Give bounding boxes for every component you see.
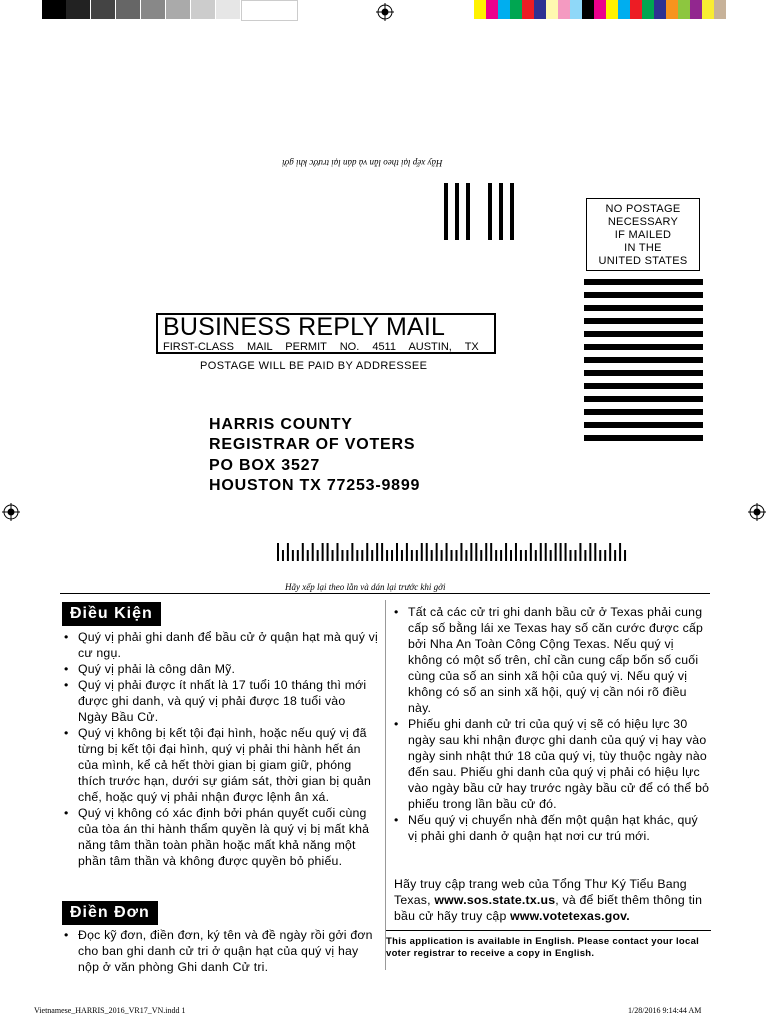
fim-bar bbox=[499, 183, 503, 240]
barcode-bar bbox=[545, 543, 547, 561]
barcode-bar bbox=[555, 543, 557, 561]
conditions-heading: Điều Kiện bbox=[62, 602, 161, 626]
barcode-bar bbox=[505, 543, 507, 561]
permit-city: AUSTIN, TX bbox=[408, 341, 479, 353]
barcode-bar bbox=[455, 550, 457, 561]
fim-bar bbox=[510, 183, 514, 240]
barcode-bar bbox=[351, 543, 353, 561]
barcode-bar bbox=[599, 550, 601, 561]
color-swatch-tan bbox=[714, 0, 726, 19]
indicia-bar bbox=[584, 318, 703, 324]
barcode-bar bbox=[386, 550, 388, 561]
barcode-bar bbox=[341, 550, 343, 561]
list-item: • Đọc kỹ đơn, điền đơn, ký tên và đề ngày rồi gởi đơn cho ban ghi danh cử tri ở quận hạt của quý vị hay nộp ở văn phòng Ghi danh Cử tri. bbox=[62, 927, 378, 975]
list-item: • Quý vị không có xác định bởi phán quyết cuối cùng của tòa án thi hành thẩm quyền là quý vị bị mất khả năng tâm thần toàn phần hoặc mất khả năng một phần tâm thần và không được quyền bỏ phiếu. bbox=[62, 805, 378, 869]
barcode-bar bbox=[371, 550, 373, 561]
color-swatch-red-2 bbox=[630, 0, 642, 19]
visit-text: Hãy truy cập trang web của Tổng Thư Ký Tiểu Bang Texas, bbox=[394, 877, 687, 907]
barcode-bar bbox=[604, 550, 606, 561]
barcode-bar bbox=[570, 550, 572, 561]
barcode-bar bbox=[322, 543, 324, 561]
barcode-bar bbox=[282, 550, 284, 561]
barcode-bar bbox=[436, 543, 438, 561]
color-swatch-red bbox=[522, 0, 534, 19]
barcode-bar bbox=[480, 550, 482, 561]
english-availability-notice: This application is available in English. Please contact your local voter registrar to receive a copy in English. bbox=[386, 930, 711, 960]
indicia-bar bbox=[584, 331, 703, 337]
postage-line: IF MAILED bbox=[614, 229, 672, 241]
indicia-bar bbox=[584, 409, 703, 415]
barcode-bar bbox=[277, 543, 279, 561]
barcode-bar bbox=[515, 543, 517, 561]
barcode-bar bbox=[396, 543, 398, 561]
barcode-bar bbox=[465, 550, 467, 561]
color-swatch-green-2 bbox=[642, 0, 654, 19]
color-swatch-magenta bbox=[486, 0, 498, 19]
fold-instruction: Hãy xếp lại theo lằn và dán lại trước khi gởi bbox=[285, 582, 446, 592]
barcode-bar bbox=[332, 550, 334, 561]
color-swatch-30 bbox=[166, 0, 190, 19]
barcode-bar bbox=[475, 543, 477, 561]
barcode-bar bbox=[619, 543, 621, 561]
footer-filename: Vietnamese_HARRIS_2016_VR17_VN.indd 1 bbox=[34, 1006, 186, 1015]
barcode-bar bbox=[460, 543, 462, 561]
barcode-bar bbox=[510, 550, 512, 561]
barcode-bar bbox=[565, 543, 567, 561]
color-swatch-lime bbox=[678, 0, 690, 19]
no-postage-box bbox=[586, 198, 700, 271]
list-item: • Quý vị phải được ít nhất là 17 tuổi 10 tháng thì mới được ghi danh, và quý vị phải được 18 tuổi vào Ngày Bầu Cử. bbox=[62, 677, 378, 725]
barcode-bar bbox=[446, 543, 448, 561]
barcode-bar bbox=[406, 543, 408, 561]
color-swatch-light-magenta bbox=[558, 0, 570, 19]
barcode-bar bbox=[609, 543, 611, 561]
barcode-bar bbox=[411, 550, 413, 561]
fold-line bbox=[60, 593, 710, 594]
registration-mark-left-icon bbox=[2, 503, 20, 521]
color-swatch-blue bbox=[534, 0, 546, 19]
color-swatch-5 bbox=[216, 0, 240, 19]
indicia-bar bbox=[584, 383, 703, 389]
list-item: • Phiếu ghi danh cử tri của quý vị sẽ có hiệu lực 30 ngày sau khi nhận được ghi danh của quý vị hay vào ngày sinh nhật thứ 18 của quý vị, tùy thuộc ngày nào đến sau. Phiếu ghi danh của quý vị phải có hiệu lực vào ngày bầu cử hay trước ngày bầu cử để có thể bỏ phiếu trong lần bầu cử đó. bbox=[392, 716, 710, 812]
indicia-bar bbox=[584, 396, 703, 402]
indicia-bar bbox=[584, 344, 703, 350]
barcode-bar bbox=[302, 543, 304, 561]
barcode-bar bbox=[317, 550, 319, 561]
list-item: • Quý vị phải là công dân Mỹ. bbox=[62, 661, 378, 677]
color-swatch-black bbox=[42, 0, 66, 19]
color-swatch-45 bbox=[141, 0, 165, 19]
fim-bar bbox=[466, 183, 470, 240]
barcode-bar bbox=[550, 550, 552, 561]
barcode-bar bbox=[560, 543, 562, 561]
barcode-bar bbox=[589, 543, 591, 561]
fim-bar bbox=[455, 183, 459, 240]
fill-out-list bbox=[62, 927, 378, 975]
barcode-bar bbox=[376, 543, 378, 561]
barcode-bar bbox=[490, 543, 492, 561]
indicia-bar bbox=[584, 292, 703, 298]
color-swatch-magenta-2 bbox=[594, 0, 606, 19]
postage-line: NECESSARY bbox=[607, 216, 679, 228]
barcode-bar bbox=[307, 550, 309, 561]
indicia-bar bbox=[584, 422, 703, 428]
list-item: • Quý vị phải ghi danh để bầu cử ở quận hạt mà quý vị cư ngụ. bbox=[62, 629, 378, 661]
registration-mark-icon bbox=[376, 3, 394, 21]
address-line-3: PO BOX 3527 bbox=[209, 457, 321, 474]
color-swatch-white bbox=[241, 0, 298, 21]
color-swatch-60 bbox=[116, 0, 140, 19]
barcode-bar bbox=[624, 550, 626, 561]
fim-bar bbox=[488, 183, 492, 240]
registration-mark-right-icon bbox=[748, 503, 766, 521]
postage-line: UNITED STATES bbox=[598, 255, 688, 267]
permit-number: PERMIT NO. 4511 bbox=[285, 341, 396, 353]
barcode-bar bbox=[535, 550, 537, 561]
address-line-1: HARRIS COUNTY bbox=[209, 416, 353, 433]
address-line-4: HOUSTON TX 77253-9899 bbox=[209, 477, 421, 494]
list-item: • Tất cả các cử tri ghi danh bầu cử ở Texas phải cung cấp số bằng lái xe Texas hay số căn cước được cấp bởi Nha An Toàn Công Cộng Texas. Nếu quý vị không có một số trên, chỉ cần cung cấp bốn số cuối cùng của số an sinh xã hội của quý vị. Nếu quý vị không có số an sinh xã hội, quý vị cần nói rõ điều này. bbox=[392, 604, 710, 716]
barcode-bar bbox=[381, 543, 383, 561]
requirements-list bbox=[392, 604, 710, 844]
indicia-bar bbox=[584, 305, 703, 311]
color-swatch-light-cyan bbox=[570, 0, 582, 19]
business-reply-title: BUSINESS REPLY MAIL bbox=[163, 313, 446, 341]
postage-paid-text: POSTAGE WILL BE PAID BY ADDRESSEE bbox=[200, 360, 428, 372]
color-swatch-75 bbox=[91, 0, 115, 19]
barcode-bar bbox=[346, 550, 348, 561]
barcode-bar bbox=[584, 550, 586, 561]
barcode-bar bbox=[312, 543, 314, 561]
color-swatch-cyan bbox=[498, 0, 510, 19]
barcode-bar bbox=[485, 543, 487, 561]
barcode-bar bbox=[470, 543, 472, 561]
conditions-list bbox=[62, 629, 378, 869]
barcode-bar bbox=[500, 550, 502, 561]
barcode-bar bbox=[451, 550, 453, 561]
postal-barcode bbox=[277, 543, 629, 561]
barcode-bar bbox=[391, 550, 393, 561]
color-swatch-blue-2 bbox=[654, 0, 666, 19]
barcode-bar bbox=[594, 543, 596, 561]
postage-line: NO POSTAGE bbox=[605, 203, 681, 215]
barcode-bar bbox=[401, 550, 403, 561]
fold-instruction-upside-down: Hãy xếp lại theo lằn và dán lại trước khi gởi bbox=[282, 158, 443, 168]
barcode-bar bbox=[366, 543, 368, 561]
barcode-bar bbox=[614, 550, 616, 561]
visit-text: , và để biết thêm thông tin bầu cử hãy truy cập bbox=[394, 893, 703, 923]
color-swatch-yellow-2 bbox=[606, 0, 618, 19]
footer-timestamp: 1/28/2016 9:14:44 AM bbox=[628, 1006, 702, 1015]
barcode-bar bbox=[297, 550, 299, 561]
barcode-bar bbox=[356, 550, 358, 561]
color-swatch-orange bbox=[666, 0, 678, 19]
visit-website-paragraph bbox=[394, 876, 710, 924]
fill-out-heading: Điền Đơn bbox=[62, 901, 158, 925]
color-swatch-90 bbox=[66, 0, 91, 19]
barcode-bar bbox=[441, 550, 443, 561]
color-swatch-15 bbox=[191, 0, 215, 19]
column-divider bbox=[385, 600, 386, 970]
barcode-bar bbox=[525, 550, 527, 561]
barcode-bar bbox=[530, 543, 532, 561]
barcode-bar bbox=[426, 543, 428, 561]
barcode-bar bbox=[292, 550, 294, 561]
barcode-bar bbox=[416, 550, 418, 561]
barcode-bar bbox=[361, 550, 363, 561]
color-swatch-green bbox=[510, 0, 522, 19]
indicia-bar bbox=[584, 357, 703, 363]
barcode-bar bbox=[336, 543, 338, 561]
barcode-bar bbox=[287, 543, 289, 561]
sos-link[interactable]: www.sos.state.tx.us bbox=[434, 893, 556, 907]
mail-class: FIRST-CLASS MAIL bbox=[163, 341, 273, 353]
indicia-bar bbox=[584, 435, 703, 441]
indicia-bar bbox=[584, 370, 703, 376]
list-item: • Quý vị không bị kết tội đại hình, hoặc nếu quý vị đã từng bị kết tội đại hình, quý vị phải thi hành hết án của mình, kể cả hết thời gian bị giam giữ, phóng thích trước hạn, dưới sự giám sát, thời gian bị quản chế, hoặc quý vị phải nhận được lệnh ân xá. bbox=[62, 725, 378, 805]
color-swatch-light-yellow bbox=[546, 0, 558, 19]
barcode-bar bbox=[327, 543, 329, 561]
color-swatch-cyan-2 bbox=[618, 0, 630, 19]
business-reply-subline bbox=[163, 341, 479, 353]
color-swatch-black-2 bbox=[582, 0, 594, 19]
color-swatch-purple bbox=[690, 0, 702, 19]
list-item: • Nếu quý vị chuyển nhà đến một quận hạt khác, quý vị phải ghi danh ở quận hạt nơi cư trú mới. bbox=[392, 812, 710, 844]
postage-line: IN THE bbox=[624, 242, 662, 254]
color-swatch-yellow bbox=[474, 0, 486, 19]
address-line-2: REGISTRAR OF VOTERS bbox=[209, 436, 416, 453]
barcode-bar bbox=[520, 550, 522, 561]
barcode-bar bbox=[431, 550, 433, 561]
color-swatch-yellow-3 bbox=[702, 0, 714, 19]
barcode-bar bbox=[421, 543, 423, 561]
votetexas-link[interactable]: www.votetexas.gov. bbox=[510, 909, 630, 923]
barcode-bar bbox=[540, 543, 542, 561]
barcode-bar bbox=[579, 543, 581, 561]
fim-bar bbox=[444, 183, 448, 240]
barcode-bar bbox=[574, 550, 576, 561]
barcode-bar bbox=[495, 550, 497, 561]
indicia-bar bbox=[584, 279, 703, 285]
